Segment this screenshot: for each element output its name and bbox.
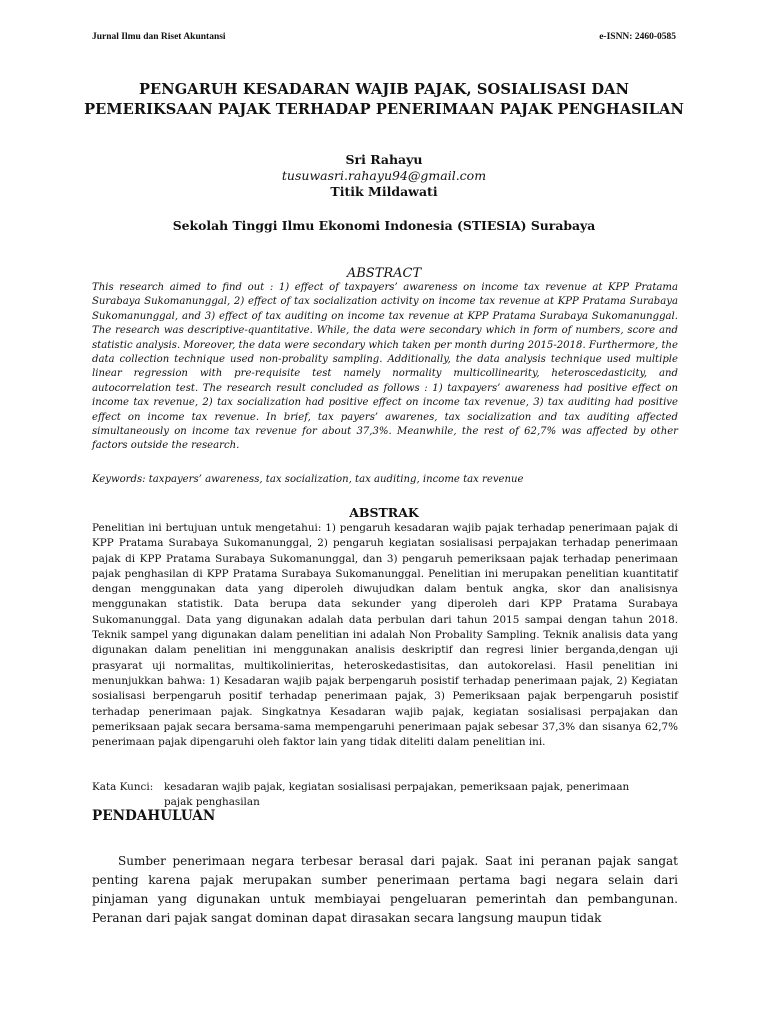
author-name-1: Sri Rahayu [345,152,423,167]
kata-kunci-label: Kata Kunci: [92,781,154,793]
title-line-1: PENGARUH KESADARAN WAJIB PAJAK, SOSIALISASI DAN [138,81,630,98]
abstrak-heading: ABSTRAK [349,505,419,520]
author-block [60,152,708,200]
author-affiliation: Sekolah Tinggi Ilmu Ekonomi Indonesia (STIESIA) Surabaya [172,218,596,233]
abstract-keywords: Keywords: taxpayers’ awareness, tax socialization, tax auditing, income tax revenue [92,474,524,485]
journal-name: Jurnal Ilmu dan Riset Akuntansi [92,32,226,42]
title-line-2: PEMERIKSAAN PAJAK TERHADAP PENERIMAAN PAJAK PENGHASILAN [84,101,684,118]
abstrak-text: Penelitian ini bertujuan untuk mengetahui: 1) pengaruh kesadaran wajib pajak terhadap penerimaan pajak di KPP Pratama Surabaya Sukomanunggal, 2) pengaruh kegiatan sosialisasi perpajakan terhadap penerimaan pajak di KPP Pratama Surabaya Sukomanunggal, dan 3) pengaruh pemeriksaan pajak terhadap penerimaan pajak penghasilan di KPP Pratama Surabaya Sukomanunggal. Penelitian ini merupakan penelitian kuantitatif dengan menggunakan data yang diperoleh diwujudkan dalam bentuk angka, skor dan analisisnya menggunakan statistik. Data berupa data sekunder yang diperoleh dari KPP Pratama Surabaya Sukomanunggal. Data yang digunakan adalah data perbulan dari tahun 2015 sampai dengan tahun 2018. Teknik sampel yang digunakan dalam penelitian ini adalah Non Probality Sampling. Teknik analisis data yang digunakan dalam penelitian ini menggunakan analisis deskriptif dan regresi linier berganda,dengan uji prasyarat uji normalitas, multikolinieritas, heteroskedastisitas, dan autokorelasi. Hasil penelitian ini menunjukkan bahwa: 1) Kesadaran wajib pajak berpengaruh posistif terhadap penerimaan pajak, 2) Kegiatan sosialisasi berpengaruh positif terhadap penerimaan pajak, 3) Pemeriksaan pajak berpengaruh posistif terhadap penerimaan pajak. Singkatnya Kesadaran wajib pajak, kegiatan sosialisasi perpajakan dan pemeriksaan pajak secara bersama-sama mempengaruhi penerimaan pajak sebesar 37,3% dan sisanya 62,7% penerimaan pajak dipengaruhi oleh faktor lain yang tidak diteliti dalam penelitian ini. [92,522,678,749]
author-email-1: tusuwasri.rahayu94@gmail.com [281,168,487,183]
abstract-text: This research aimed to find out : 1) effect of taxpayers’ awareness on income tax revenue at KPP Pratama Surabaya Sukomanunggal, 2) effect of tax socialization activity on income tax revenue at KPP Pratama Surabaya Sukomanunggal, and 3) effect of tax auditing on income tax revenue at KPP Pratama Surabaya Sukomanunggal. The research was descriptive-quantitative. While, the data were secondary which in form of numbers, score and statistic analysis. Moreover, the data were secondary which taken per month during 2015-2018. Furthermore, the data collection technique used non-probality sampling. Additionally, the data analysis technique used multiple linear regression with pre-requisite test namely normality multicollinearity, heteroscedasticity, and autocorrelation test. The research result concluded as follows : 1) taxpayers’ awareness had positive effect on income tax revenue, 2) tax socialization had positive effect on income tax revenue, 3) tax auditing had positive effect on income tax revenue. In brief, tax payers’ awarenes, tax socialization and tax auditing affected simultaneously on income tax revenue for about 37,3%. Meanwhile, the rest of 62,7% was affected by other factors outside the research. [92,282,678,452]
section-heading-pendahuluan: PENDAHULUAN [92,808,216,824]
issn-number: e-ISNN: 2460-0585 [599,32,676,42]
author-name-2: Titik Mildawati [330,184,438,199]
introduction-text: Sumber penerimaan negara terbesar berasal dari pajak. Saat ini peranan pajak sangat penting karena pajak merupakan sumber penerimaan pertama bagi negara selain dari pinjaman yang digunakan untuk membiayai pengeluaran pemerintah dan pembangunan. Peranan dari pajak sangat dominan dapat dirasakan secara langsung maupun tidak [92,854,678,925]
running-header [92,32,676,42]
kata-kunci-line-2: pajak penghasilan [164,796,260,808]
paper-title [60,80,708,120]
abstract-heading: ABSTRACT [346,266,422,281]
kata-kunci [92,780,678,810]
kata-kunci-line-1: kesadaran wajib pajak, kegiatan sosialisasi perpajakan, pemeriksaan pajak, penerimaan [164,781,630,793]
